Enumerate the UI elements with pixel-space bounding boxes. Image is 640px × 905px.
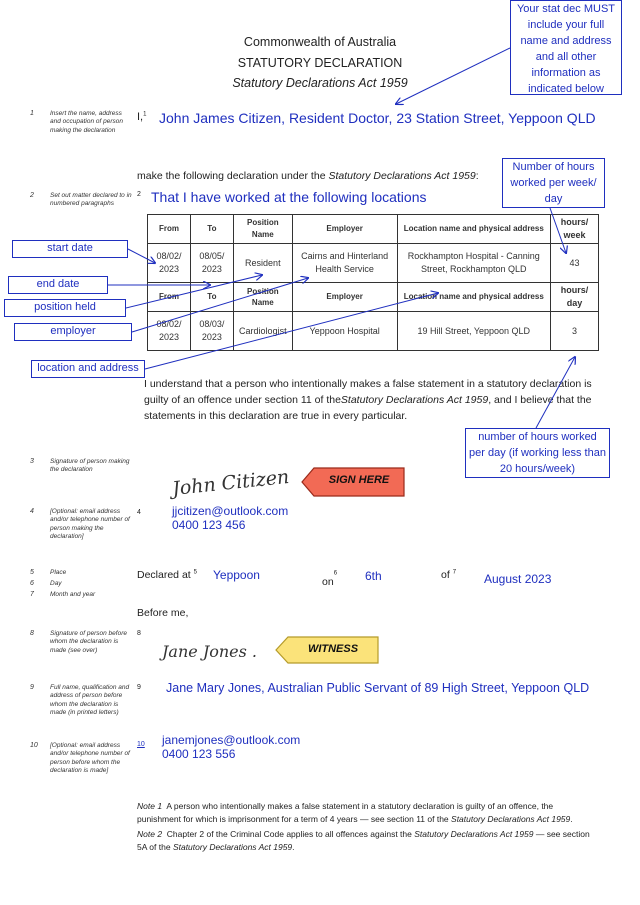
declarant-signature: John Citizen	[171, 465, 291, 501]
note-6: Day	[50, 580, 62, 587]
cell-hours: 43	[551, 244, 599, 283]
heading-commonwealth: Commonwealth of Australia	[243, 35, 397, 49]
num-3: 3	[30, 458, 34, 465]
witness-signature: Jane Jones .	[162, 642, 258, 661]
note-5: Place	[50, 569, 67, 576]
note-2-text: Note 2 Chapter 2 of the Criminal Code applies to all offences against the Statutory Declarations Act 1959 — see section 5A of the Statutory Declarations Act 1959.	[137, 829, 590, 852]
before-me: Before me,	[137, 607, 189, 619]
note-9: Full name, qualification and address of person before whom the declaration is made (in printed letters)	[50, 684, 130, 717]
th-position: Position Name	[233, 283, 292, 312]
note-1-text: Note 1 A person who intentionally makes a false statement in a statutory declaration is guilty of an offence, the punishment for which is imprisonment for a term of 4 years — see section 11 of the Statutory Declarations Act 1959.	[137, 801, 573, 824]
declarant-details: John James Citizen, Resident Doctor, 23 Station Street, Yeppoon QLD	[159, 110, 596, 126]
declared-day: 6th	[365, 569, 382, 583]
arrow-start-date	[128, 249, 155, 263]
witness-label: WITNESS	[307, 643, 359, 655]
callout-location: location and address	[31, 360, 145, 378]
arrow-hours-week	[550, 208, 566, 253]
declarant-prefix: I,$^1$	[137, 111, 147, 123]
callout-top: Your stat dec MUST include your full name and address and all other information as indicated below	[510, 0, 622, 95]
arrow-top	[396, 48, 510, 104]
sign-here-label: SIGN HERE	[328, 474, 390, 486]
declared-place: Yeppoon	[213, 568, 260, 582]
th-employer: Employer	[292, 215, 397, 244]
num-4: 4	[30, 508, 34, 515]
num-5: 5	[30, 569, 34, 576]
th-from: From	[148, 283, 191, 312]
callout-position-held: position held	[4, 299, 126, 317]
th-from: From	[148, 215, 191, 244]
num-6: 6	[30, 580, 34, 587]
cell-location: Rockhampton Hospital - Canning Street, Rockhampton QLD	[397, 244, 551, 283]
witness-details: Jane Mary Jones, Australian Public Servant of 89 High Street, Yeppoon QLD	[166, 681, 590, 695]
note-2: Set out matter declared to in numbered paragraphs	[50, 192, 132, 208]
arrow-position	[126, 275, 262, 308]
num-10: 10	[30, 742, 38, 749]
th-to: To	[190, 215, 233, 244]
arrow-employer	[132, 278, 308, 332]
num-1: 1	[30, 110, 34, 117]
note-1: Insert the name, address and occupation of person making the declaration	[50, 110, 123, 134]
th-hours-week: hours/ week	[551, 215, 599, 244]
callout-hours-week: Number of hours worked per week/ day	[502, 158, 605, 208]
cell-position: Resident	[233, 244, 292, 283]
cell-hours: 3	[551, 312, 599, 351]
declarant-email: jjcitizen@outlook.com	[172, 504, 289, 518]
th-position: Position Name	[233, 215, 292, 244]
on-label: $on^6$	[322, 570, 338, 588]
arrow-location	[145, 293, 438, 369]
th-hours-day: hours/ day	[551, 283, 599, 312]
sup-8: 8	[137, 630, 141, 637]
callout-start-date: start date	[12, 240, 128, 258]
cell-location: 19 Hill Street, Yeppoon QLD	[397, 312, 551, 351]
sup-10: 10	[137, 741, 145, 748]
make-declaration-line: make the following declaration under the Statutory Declarations Act 1959:	[137, 170, 479, 182]
num-2: 2	[30, 192, 34, 199]
cell-position: Cardiologist	[233, 312, 292, 351]
num-9: 9	[30, 684, 34, 691]
sup-9: 9	[137, 684, 141, 691]
note-10: [Optional: email address and/or telephone number of person before whom the declaration is made]	[50, 742, 130, 775]
cell-employer: Cairns and Hinterland Health Service	[292, 244, 397, 283]
th-to: To	[190, 283, 233, 312]
callout-end-date: end date	[8, 276, 108, 294]
witness-email: janemjones@outlook.com	[162, 733, 301, 747]
cell-to: 08/03/ 2023	[190, 312, 233, 351]
of-label: of $^7$	[441, 569, 457, 581]
declared-at-label: Declared at $^5$	[137, 569, 197, 581]
declared-month: August 2023	[484, 572, 552, 586]
cell-from: 08/02/ 2023	[148, 312, 191, 351]
witness-phone: 0400 123 556	[162, 747, 236, 762]
th-employer: Employer	[292, 283, 397, 312]
heading-title: STATUTORY DECLARATION	[237, 55, 403, 70]
sup-4: 4	[137, 509, 141, 516]
cell-from: 08/02/ 2023	[148, 244, 191, 283]
callout-hours-day: number of hours worked per day (if working less than 20 hours/week)	[465, 428, 610, 478]
note-8: Signature of person before whom the declaration is made (see over)	[50, 630, 127, 654]
num-8: 8	[30, 630, 34, 637]
th-location: Location name and physical address	[397, 283, 551, 312]
heading-act: Statutory Declarations Act 1959	[232, 76, 408, 91]
declarant-phone: 0400 123 456	[172, 518, 246, 533]
note-7: Month and year	[50, 591, 96, 598]
note-3: Signature of person making the declaration	[50, 458, 130, 474]
num-7: 7	[30, 591, 34, 598]
matter-declared: That I have worked at the following locations	[151, 189, 427, 205]
understand-paragraph: I understand that a person who intentionally makes a false statement in a statutory declaration is guilty of an offence under section 11 of theStatutory Declarations Act 1959, and I believe that the statements in this declaration are true in every particular.	[144, 378, 592, 422]
sup-2: 2	[137, 191, 141, 198]
cell-to: 08/05/ 2023	[190, 244, 233, 283]
note-4: [Optional: email address and/or telephone number of person making the declaration]	[50, 508, 130, 541]
arrow-hours-day	[536, 357, 575, 428]
cell-employer: Yeppoon Hospital	[292, 312, 397, 351]
callout-employer: employer	[14, 323, 132, 341]
th-location: Location name and physical address	[397, 215, 551, 244]
